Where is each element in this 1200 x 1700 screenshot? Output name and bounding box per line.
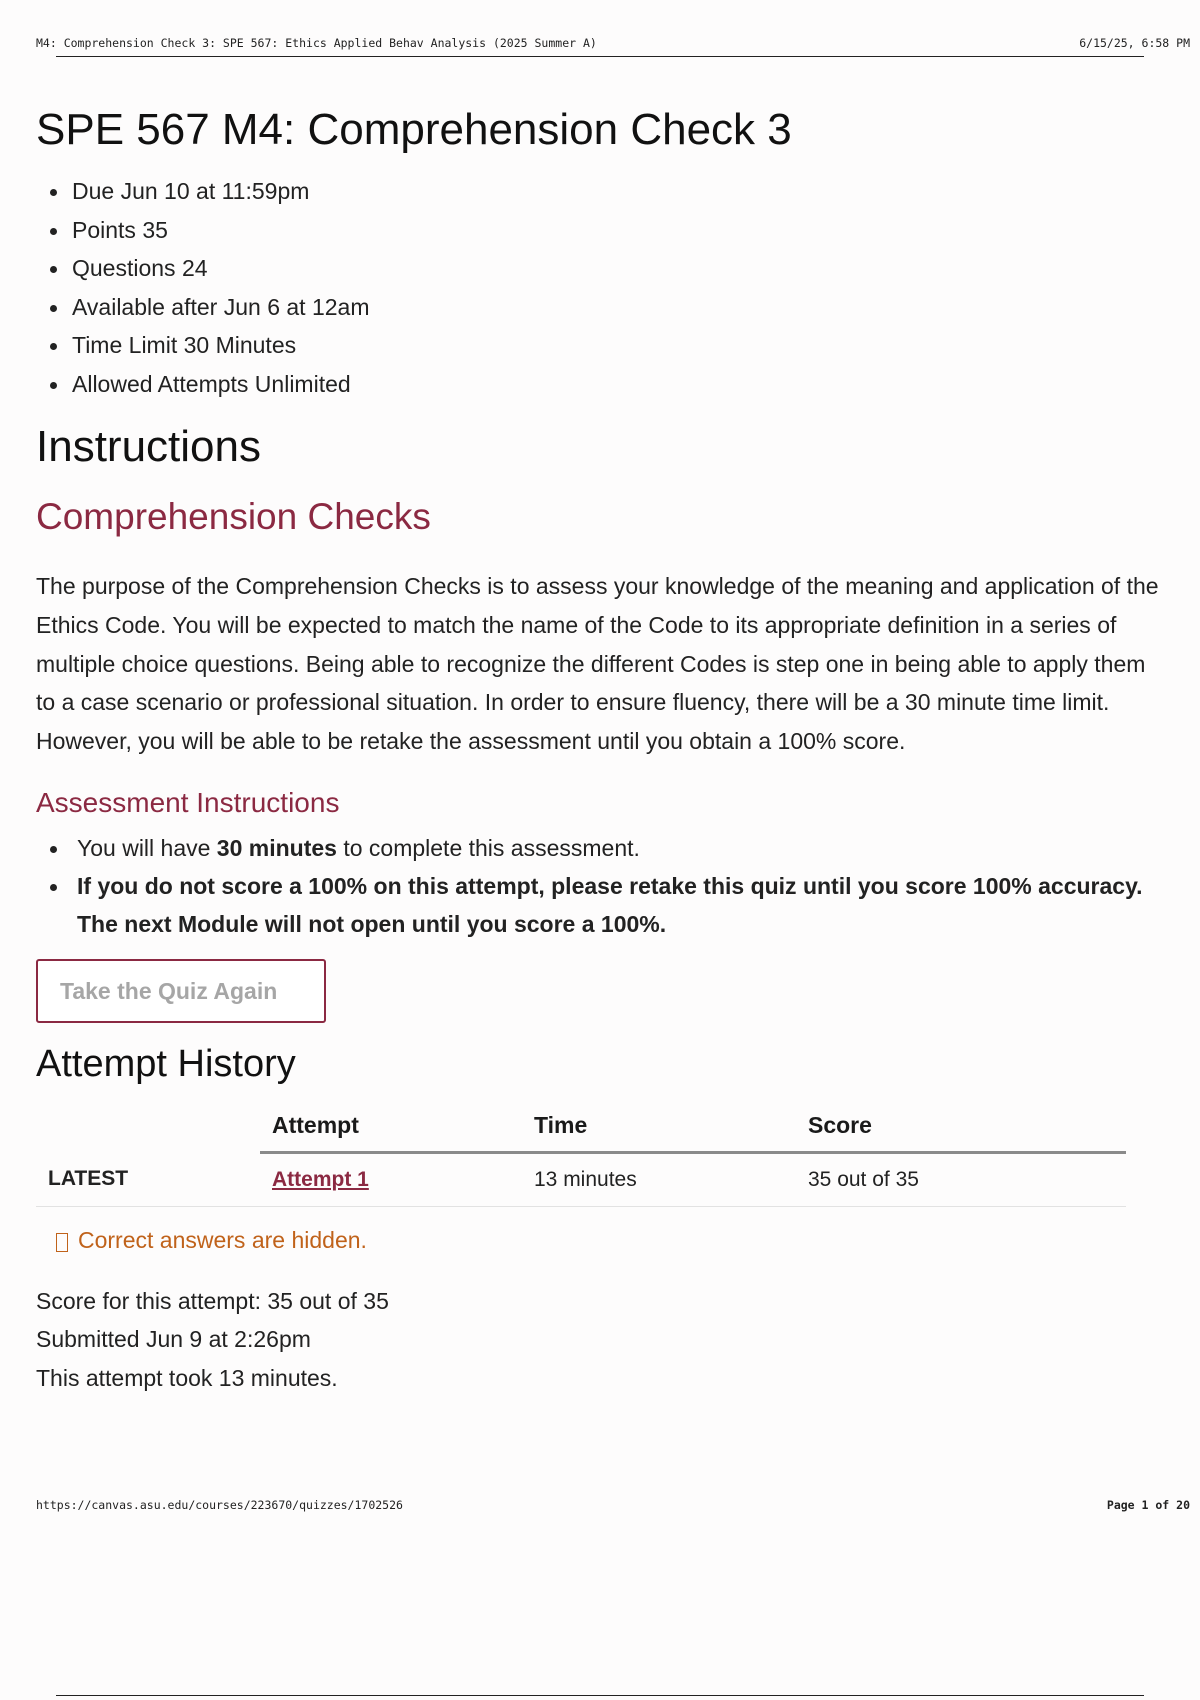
detail-allowed-attempts: Allowed Attempts Unlimited [36, 365, 1166, 404]
attempt-cell [260, 1152, 522, 1206]
header-blank [36, 1101, 260, 1153]
print-footer-url: https://canvas.asu.edu/courses/223670/quizzes/1702526 [36, 1498, 403, 1512]
hidden-note-text: Correct answers are hidden. [78, 1226, 367, 1253]
instructions-heading: Instructions [36, 422, 261, 471]
instruction-time-item [36, 829, 1157, 867]
take-quiz-again-button[interactable]: Take the Quiz Again [36, 959, 326, 1023]
summary-duration: This attempt took 13 minutes. [36, 1364, 338, 1391]
attempt-history-table [36, 1101, 1126, 1207]
detail-points: Points 35 [36, 211, 1166, 250]
summary-score: Score for this attempt: 35 out of 35 [36, 1287, 389, 1314]
attempt-history-heading: Attempt History [36, 1042, 296, 1085]
print-header-title: M4: Comprehension Check 3: SPE 567: Ethics Applied Behav Analysis (2025 Summer A) [36, 36, 597, 50]
header-time: Time [522, 1101, 796, 1153]
purpose-paragraph: The purpose of the Comprehension Checks is to assess your knowledge of the meaning and application of the Ethics Code. You will be expected to match the name of the Code to its appropriate definition in a series of multiple choice questions. Being able to recognize the different Codes is step one in being able to apply them to a case scenario or professional situation. In order to ensure fluency, there will be a 30 minute time limit. However, you will be able to be retake the assessment until you obtain a 100% score. [36, 573, 1159, 755]
bottom-divider [56, 1695, 1144, 1696]
print-header-timestamp: 6/15/25, 6:58 PM [1079, 36, 1190, 50]
instruction-time-pre: You will have [77, 834, 217, 861]
print-header [36, 36, 1190, 50]
detail-time-limit: Time Limit 30 Minutes [36, 326, 1166, 365]
header-attempt: Attempt [260, 1101, 522, 1153]
attempt-time: 13 minutes [522, 1152, 796, 1206]
detail-due: Due Jun 10 at 11:59pm [36, 172, 1166, 211]
page-title: SPE 567 M4: Comprehension Check 3 [36, 105, 792, 154]
instruction-retake-item: If you do not score a 100% on this attempt, please retake this quiz until you score 100% accuracy. The next Module will not open until you score a 100%. [36, 867, 1157, 943]
table-header-row [36, 1101, 1126, 1153]
summary-submitted: Submitted Jun 9 at 2:26pm [36, 1326, 311, 1353]
correct-answers-hidden-note [56, 1227, 1166, 1254]
hidden-icon [56, 1233, 68, 1252]
instruction-time-bold: 30 minutes [216, 834, 337, 861]
assessment-instructions-list [36, 829, 1166, 943]
header-score: Score [796, 1101, 1126, 1153]
assessment-instructions-heading: Assessment Instructions [36, 786, 340, 818]
comprehension-checks-heading: Comprehension Checks [36, 496, 431, 537]
table-row [36, 1152, 1126, 1206]
latest-label: LATEST [36, 1152, 260, 1206]
print-footer-page-number: Page 1 of 20 [1106, 1498, 1190, 1512]
detail-questions: Questions 24 [36, 249, 1166, 288]
attempt-1-link[interactable]: Attempt 1 [272, 1167, 369, 1191]
attempt-summary [36, 1282, 1166, 1398]
detail-available: Available after Jun 6 at 12am [36, 288, 1166, 327]
quiz-content [36, 96, 1166, 1397]
print-footer [36, 1498, 1190, 1512]
quiz-details-list [36, 172, 1166, 403]
header-divider [56, 56, 1144, 57]
instruction-time-post: to complete this assessment. [336, 834, 640, 861]
attempt-score: 35 out of 35 [796, 1152, 1126, 1206]
